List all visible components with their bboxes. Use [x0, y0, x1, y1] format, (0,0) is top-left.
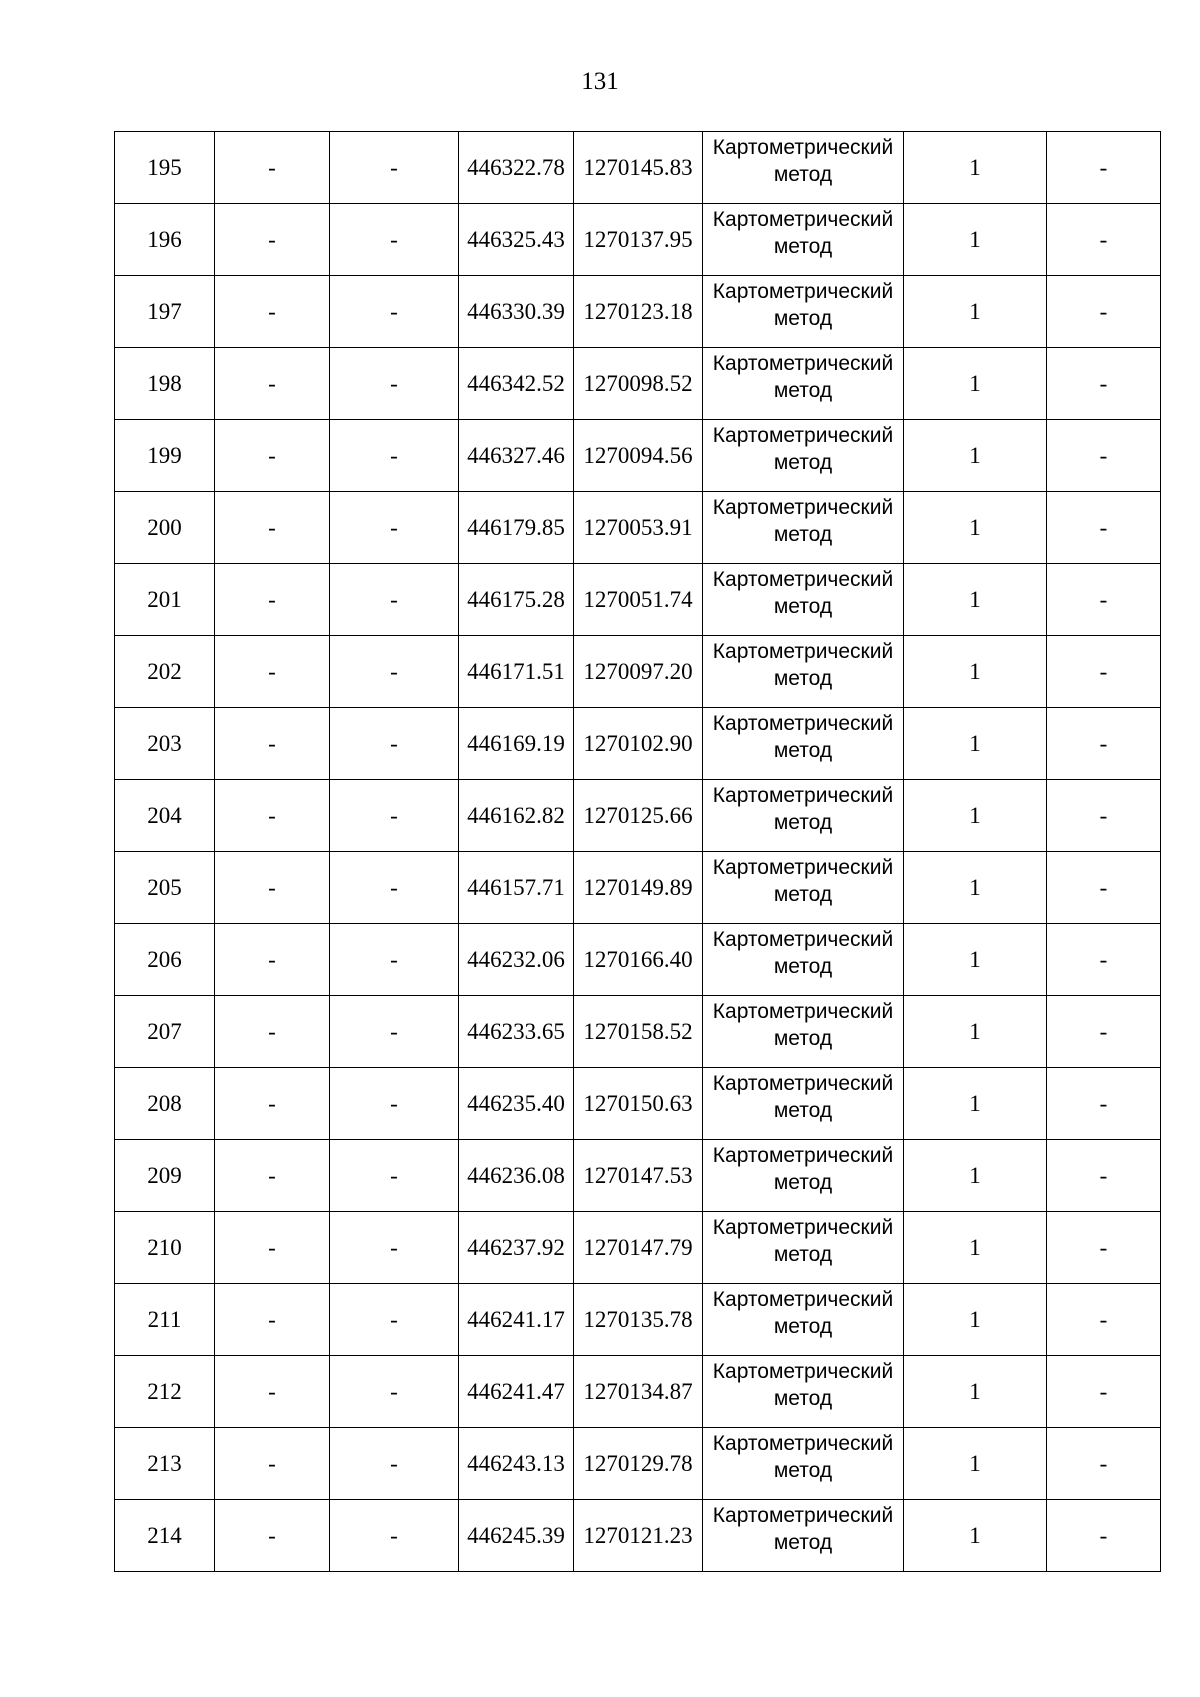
- empty-value-cell: -: [215, 276, 330, 348]
- method-line-1: Картометрический: [712, 1432, 894, 1455]
- empty-value-cell: -: [1047, 420, 1161, 492]
- empty-value-cell: -: [1047, 1140, 1161, 1212]
- method-cell: [703, 1140, 904, 1212]
- accuracy-cell: 1: [904, 708, 1047, 780]
- method-line-1: Картометрический: [712, 568, 894, 591]
- point-number-cell: 195: [115, 132, 215, 204]
- empty-value-cell: -: [330, 708, 459, 780]
- table-row: [115, 348, 1161, 420]
- empty-value-cell: -: [1047, 1068, 1161, 1140]
- table-row: [115, 420, 1161, 492]
- method-line-2: метод: [773, 451, 833, 474]
- x-coordinate-cell: 446241.47: [459, 1356, 574, 1428]
- table-row: [115, 1140, 1161, 1212]
- empty-value-cell: -: [215, 204, 330, 276]
- method-line-1: Картометрический: [712, 1144, 894, 1167]
- method-line-1: Картометрический: [712, 1288, 894, 1311]
- method-cell: [703, 420, 904, 492]
- table-row: [115, 564, 1161, 636]
- empty-value-cell: -: [1047, 204, 1161, 276]
- method-cell: [703, 132, 904, 204]
- method-line-1: Картометрический: [712, 280, 894, 303]
- y-coordinate-cell: 1270134.87: [574, 1356, 703, 1428]
- y-coordinate-cell: 1270150.63: [574, 1068, 703, 1140]
- empty-value-cell: -: [330, 348, 459, 420]
- empty-value-cell: -: [215, 348, 330, 420]
- empty-value-cell: -: [1047, 564, 1161, 636]
- method-line-2: метод: [773, 883, 833, 906]
- point-number-cell: 200: [115, 492, 215, 564]
- method-line-1: Картометрический: [712, 1504, 894, 1527]
- x-coordinate-cell: 446169.19: [459, 708, 574, 780]
- table-row: [115, 852, 1161, 924]
- empty-value-cell: -: [330, 420, 459, 492]
- method-line-1: Картометрический: [712, 1360, 894, 1383]
- accuracy-cell: 1: [904, 1140, 1047, 1212]
- y-coordinate-cell: 1270147.53: [574, 1140, 703, 1212]
- table-row: [115, 1212, 1161, 1284]
- empty-value-cell: -: [215, 132, 330, 204]
- empty-value-cell: -: [215, 420, 330, 492]
- x-coordinate-cell: 446237.92: [459, 1212, 574, 1284]
- empty-value-cell: -: [330, 1500, 459, 1572]
- method-cell: [703, 1428, 904, 1500]
- empty-value-cell: -: [215, 1500, 330, 1572]
- accuracy-cell: 1: [904, 1284, 1047, 1356]
- y-coordinate-cell: 1270149.89: [574, 852, 703, 924]
- accuracy-cell: 1: [904, 420, 1047, 492]
- empty-value-cell: -: [215, 492, 330, 564]
- table-row: [115, 1356, 1161, 1428]
- x-coordinate-cell: 446175.28: [459, 564, 574, 636]
- method-cell: [703, 564, 904, 636]
- y-coordinate-cell: 1270123.18: [574, 276, 703, 348]
- x-coordinate-cell: 446245.39: [459, 1500, 574, 1572]
- y-coordinate-cell: 1270137.95: [574, 204, 703, 276]
- empty-value-cell: -: [1047, 132, 1161, 204]
- empty-value-cell: -: [330, 1356, 459, 1428]
- x-coordinate-cell: 446327.46: [459, 420, 574, 492]
- point-number-cell: 201: [115, 564, 215, 636]
- empty-value-cell: -: [330, 1068, 459, 1140]
- x-coordinate-cell: 446236.08: [459, 1140, 574, 1212]
- point-number-cell: 203: [115, 708, 215, 780]
- empty-value-cell: -: [215, 1356, 330, 1428]
- empty-value-cell: -: [1047, 1356, 1161, 1428]
- accuracy-cell: 1: [904, 204, 1047, 276]
- method-line-1: Картометрический: [712, 928, 894, 951]
- accuracy-cell: 1: [904, 1500, 1047, 1572]
- empty-value-cell: -: [215, 708, 330, 780]
- accuracy-cell: 1: [904, 276, 1047, 348]
- empty-value-cell: -: [1047, 1500, 1161, 1572]
- table-row: [115, 276, 1161, 348]
- empty-value-cell: -: [1047, 492, 1161, 564]
- method-line-1: Картометрический: [712, 712, 894, 735]
- empty-value-cell: -: [215, 924, 330, 996]
- accuracy-cell: 1: [904, 492, 1047, 564]
- method-line-2: метод: [773, 1531, 833, 1554]
- x-coordinate-cell: 446162.82: [459, 780, 574, 852]
- table-row: [115, 1428, 1161, 1500]
- point-number-cell: 212: [115, 1356, 215, 1428]
- empty-value-cell: -: [215, 1284, 330, 1356]
- empty-value-cell: -: [215, 1212, 330, 1284]
- empty-value-cell: -: [1047, 348, 1161, 420]
- point-number-cell: 209: [115, 1140, 215, 1212]
- empty-value-cell: -: [1047, 924, 1161, 996]
- x-coordinate-cell: 446233.65: [459, 996, 574, 1068]
- method-line-2: метод: [773, 1171, 833, 1194]
- table-row: [115, 492, 1161, 564]
- method-line-2: метод: [773, 811, 833, 834]
- empty-value-cell: -: [215, 1140, 330, 1212]
- table-row: [115, 636, 1161, 708]
- y-coordinate-cell: 1270158.52: [574, 996, 703, 1068]
- table-row: [115, 132, 1161, 204]
- empty-value-cell: -: [330, 276, 459, 348]
- empty-value-cell: -: [215, 1428, 330, 1500]
- y-coordinate-cell: 1270097.20: [574, 636, 703, 708]
- method-line-2: метод: [773, 595, 833, 618]
- empty-value-cell: -: [1047, 996, 1161, 1068]
- x-coordinate-cell: 446243.13: [459, 1428, 574, 1500]
- table-row: [115, 924, 1161, 996]
- accuracy-cell: 1: [904, 1212, 1047, 1284]
- accuracy-cell: 1: [904, 1356, 1047, 1428]
- point-number-cell: 196: [115, 204, 215, 276]
- empty-value-cell: -: [215, 1068, 330, 1140]
- method-cell: [703, 1068, 904, 1140]
- method-line-2: метод: [773, 163, 833, 186]
- method-cell: [703, 1284, 904, 1356]
- point-number-cell: 213: [115, 1428, 215, 1500]
- method-cell: [703, 1356, 904, 1428]
- x-coordinate-cell: 446232.06: [459, 924, 574, 996]
- point-number-cell: 198: [115, 348, 215, 420]
- accuracy-cell: 1: [904, 132, 1047, 204]
- table-row: [115, 1500, 1161, 1572]
- method-line-1: Картометрический: [712, 856, 894, 879]
- empty-value-cell: -: [215, 852, 330, 924]
- method-line-2: метод: [773, 379, 833, 402]
- method-line-2: метод: [773, 1459, 833, 1482]
- method-cell: [703, 1212, 904, 1284]
- method-line-1: Картометрический: [712, 424, 894, 447]
- table-row: [115, 708, 1161, 780]
- method-cell: [703, 636, 904, 708]
- point-number-cell: 204: [115, 780, 215, 852]
- empty-value-cell: -: [215, 780, 330, 852]
- point-number-cell: 197: [115, 276, 215, 348]
- method-line-2: метод: [773, 1387, 833, 1410]
- empty-value-cell: -: [215, 996, 330, 1068]
- x-coordinate-cell: 446157.71: [459, 852, 574, 924]
- empty-value-cell: -: [330, 1284, 459, 1356]
- method-cell: [703, 708, 904, 780]
- y-coordinate-cell: 1270094.56: [574, 420, 703, 492]
- empty-value-cell: -: [1047, 636, 1161, 708]
- empty-value-cell: -: [330, 1212, 459, 1284]
- coordinates-table-body: [115, 132, 1161, 1572]
- accuracy-cell: 1: [904, 780, 1047, 852]
- accuracy-cell: 1: [904, 1428, 1047, 1500]
- method-line-2: метод: [773, 667, 833, 690]
- empty-value-cell: -: [1047, 852, 1161, 924]
- empty-value-cell: -: [330, 204, 459, 276]
- empty-value-cell: -: [330, 1140, 459, 1212]
- y-coordinate-cell: 1270098.52: [574, 348, 703, 420]
- empty-value-cell: -: [215, 636, 330, 708]
- y-coordinate-cell: 1270166.40: [574, 924, 703, 996]
- y-coordinate-cell: 1270053.91: [574, 492, 703, 564]
- method-line-1: Картометрический: [712, 640, 894, 663]
- method-line-2: метод: [773, 1027, 833, 1050]
- empty-value-cell: -: [1047, 780, 1161, 852]
- method-line-1: Картометрический: [712, 784, 894, 807]
- method-cell: [703, 348, 904, 420]
- method-line-2: метод: [773, 1099, 833, 1122]
- y-coordinate-cell: 1270121.23: [574, 1500, 703, 1572]
- table-row: [115, 1068, 1161, 1140]
- method-line-2: метод: [773, 955, 833, 978]
- table-row: [115, 1284, 1161, 1356]
- accuracy-cell: 1: [904, 996, 1047, 1068]
- accuracy-cell: 1: [904, 564, 1047, 636]
- method-cell: [703, 852, 904, 924]
- empty-value-cell: -: [1047, 1212, 1161, 1284]
- method-line-1: Картометрический: [712, 1216, 894, 1239]
- method-cell: [703, 996, 904, 1068]
- method-cell: [703, 204, 904, 276]
- empty-value-cell: -: [330, 636, 459, 708]
- empty-value-cell: -: [330, 132, 459, 204]
- page-number: 131: [581, 68, 619, 95]
- empty-value-cell: -: [330, 492, 459, 564]
- x-coordinate-cell: 446322.78: [459, 132, 574, 204]
- method-cell: [703, 924, 904, 996]
- point-number-cell: 202: [115, 636, 215, 708]
- y-coordinate-cell: 1270051.74: [574, 564, 703, 636]
- x-coordinate-cell: 446241.17: [459, 1284, 574, 1356]
- method-line-2: метод: [773, 739, 833, 762]
- method-cell: [703, 492, 904, 564]
- x-coordinate-cell: 446325.43: [459, 204, 574, 276]
- point-number-cell: 199: [115, 420, 215, 492]
- y-coordinate-cell: 1270145.83: [574, 132, 703, 204]
- point-number-cell: 206: [115, 924, 215, 996]
- empty-value-cell: -: [1047, 276, 1161, 348]
- point-number-cell: 208: [115, 1068, 215, 1140]
- accuracy-cell: 1: [904, 1068, 1047, 1140]
- method-cell: [703, 276, 904, 348]
- y-coordinate-cell: 1270125.66: [574, 780, 703, 852]
- table-row: [115, 204, 1161, 276]
- empty-value-cell: -: [1047, 708, 1161, 780]
- table-row: [115, 780, 1161, 852]
- table-row: [115, 996, 1161, 1068]
- empty-value-cell: -: [330, 1428, 459, 1500]
- method-line-2: метод: [773, 523, 833, 546]
- method-line-2: метод: [773, 307, 833, 330]
- empty-value-cell: -: [330, 924, 459, 996]
- method-cell: [703, 1500, 904, 1572]
- method-line-1: Картометрический: [712, 1072, 894, 1095]
- accuracy-cell: 1: [904, 924, 1047, 996]
- point-number-cell: 211: [115, 1284, 215, 1356]
- empty-value-cell: -: [1047, 1428, 1161, 1500]
- y-coordinate-cell: 1270147.79: [574, 1212, 703, 1284]
- point-number-cell: 205: [115, 852, 215, 924]
- point-number-cell: 207: [115, 996, 215, 1068]
- empty-value-cell: -: [330, 564, 459, 636]
- accuracy-cell: 1: [904, 852, 1047, 924]
- y-coordinate-cell: 1270135.78: [574, 1284, 703, 1356]
- method-line-2: метод: [773, 1315, 833, 1338]
- y-coordinate-cell: 1270129.78: [574, 1428, 703, 1500]
- method-line-1: Картометрический: [712, 208, 894, 231]
- point-number-cell: 210: [115, 1212, 215, 1284]
- x-coordinate-cell: 446330.39: [459, 276, 574, 348]
- x-coordinate-cell: 446342.52: [459, 348, 574, 420]
- method-line-2: метод: [773, 235, 833, 258]
- y-coordinate-cell: 1270102.90: [574, 708, 703, 780]
- empty-value-cell: -: [1047, 1284, 1161, 1356]
- empty-value-cell: -: [330, 852, 459, 924]
- method-line-1: Картометрический: [712, 496, 894, 519]
- x-coordinate-cell: 446179.85: [459, 492, 574, 564]
- method-cell: [703, 780, 904, 852]
- coordinates-table: [114, 131, 1161, 1572]
- empty-value-cell: -: [330, 996, 459, 1068]
- method-line-2: метод: [773, 1243, 833, 1266]
- x-coordinate-cell: 446235.40: [459, 1068, 574, 1140]
- empty-value-cell: -: [215, 564, 330, 636]
- method-line-1: Картометрический: [712, 352, 894, 375]
- accuracy-cell: 1: [904, 348, 1047, 420]
- accuracy-cell: 1: [904, 636, 1047, 708]
- method-line-1: Картометрический: [712, 1000, 894, 1023]
- method-line-1: Картометрический: [712, 136, 894, 159]
- point-number-cell: 214: [115, 1500, 215, 1572]
- x-coordinate-cell: 446171.51: [459, 636, 574, 708]
- empty-value-cell: -: [330, 780, 459, 852]
